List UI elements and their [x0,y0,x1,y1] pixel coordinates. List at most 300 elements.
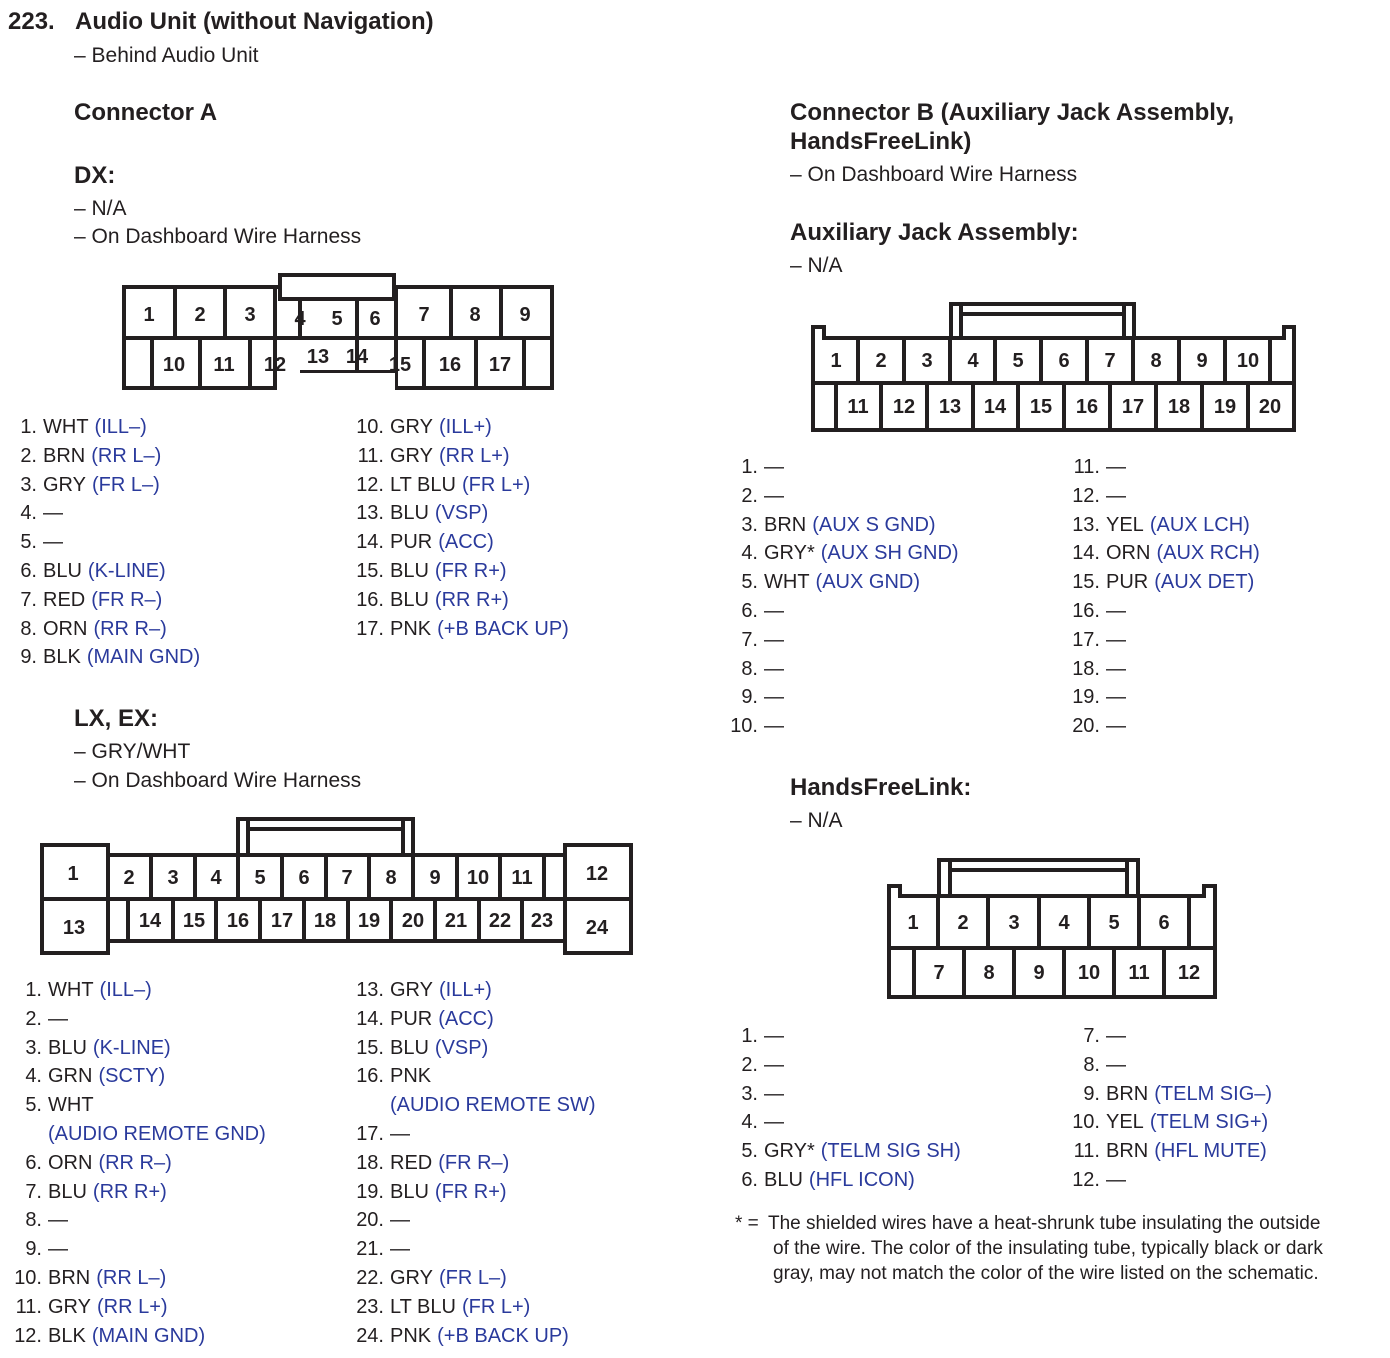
signal-name: (VSP) [434,502,489,525]
signal-name: (AUX S GND) [812,513,936,536]
lxex-label: LX, EX: [74,705,159,732]
wire-color: — [48,1007,68,1030]
aux-cavity-label: 15 [1029,396,1053,418]
aux-pin-list-right [1068,453,1260,741]
pin-number: 5. [741,571,758,594]
pin-number: 1. [741,1025,758,1047]
wire-color: BRN [764,513,807,536]
signal-name: (RR R–) [93,617,167,640]
pin-number: 2. [20,444,37,467]
aux-cavity-label: 5 [1012,350,1024,372]
pin-row [726,1166,961,1195]
lxex-cavity-label: 11 [511,867,533,889]
pin-row [726,1051,961,1080]
pin-row [1068,626,1260,655]
aux-cavity-label: 14 [983,396,1007,418]
aux-cavity-label: 19 [1213,396,1237,418]
wire-color: LT BLU [390,473,456,496]
wire-color: WHT [43,416,89,438]
wire-color: BLU [390,1036,429,1059]
dx-cavity-label: 13 [306,346,330,368]
wire-color: — [1106,715,1126,738]
wire-color: BLU [764,1168,803,1191]
signal-name: (FR L–) [438,1266,507,1289]
pin-row [352,1149,596,1178]
signal-name: (FR R–) [438,1151,510,1174]
wire-color: — [764,1053,784,1076]
pin-number: 6. [741,599,758,622]
pin-number: 7. [741,628,758,651]
pin-row [726,453,959,482]
wire-color: PNK [390,1065,432,1088]
aux-cavity-label: 12 [892,396,916,418]
pin-number [10,1120,42,1149]
pin-row [10,1322,266,1351]
dx-cavity-label: 15 [388,354,412,376]
aux-cavity-label: 9 [1196,350,1208,372]
wire-color: BLU [48,1180,87,1203]
lxex-note: – GRY/WHT [74,740,191,763]
pin-row [352,1034,596,1063]
lxex-cavity-label: 20 [401,910,425,932]
aux-cavity-label: 7 [1104,350,1116,372]
pin-number: 9. [25,1238,42,1261]
pin-row [726,712,959,741]
wire-color: ORN [1106,542,1151,565]
pin-row [1068,683,1260,712]
signal-name: (MAIN GND) [86,646,201,669]
signal-name: (RR R–) [98,1151,172,1174]
pin-number: 4. [20,502,37,525]
hfl-note: – N/A [790,809,843,832]
hfl-cavity-label: 12 [1177,962,1201,984]
pin-number: 12. [14,1324,42,1347]
lxex-cavity-label: 21 [444,910,468,932]
dx-cavity-label: 8 [469,304,481,326]
pin-number: 11. [1073,1140,1100,1163]
wire-color: WHT [48,1094,94,1117]
pin-number: 13. [1072,513,1100,536]
signal-name: (AUX RCH) [1156,542,1260,565]
dx-cavity-label: 4 [294,308,306,330]
signal-name: (MAIN GND) [91,1324,206,1347]
dx-cavity-label: 17 [488,354,512,376]
pin-row [352,1206,596,1235]
lxex-cavity-label: 24 [585,917,609,939]
connector-b-location: – On Dashboard Wire Harness [790,163,1078,186]
pin-row [726,626,959,655]
pin-row [1068,655,1260,684]
location-note: – Behind Audio Unit [74,44,259,67]
pin-number: 10. [356,416,384,438]
pin-number: 1. [25,979,42,1001]
pin-number: 9. [20,646,37,669]
pin-number: 3. [741,1082,758,1105]
lxex-cavity-label: 7 [341,867,353,889]
wire-color: GRY [43,473,86,496]
pin-row [352,1293,596,1322]
lxex-cavity-label: 9 [429,867,441,889]
pin-number: 9. [741,686,758,709]
lxex-cavity-label: 19 [357,910,381,932]
wire-color: — [48,1209,68,1232]
aux-cavity-label: 20 [1258,396,1282,418]
signal-name: (FR R+) [434,559,507,582]
pin-number: 16. [356,1065,384,1088]
pin-row [1068,1051,1272,1080]
lxex-cavity-label: 8 [385,867,397,889]
signal-name: (HFL ICON) [808,1168,915,1191]
wire-color: GRN [48,1065,93,1088]
hfl-cavity-label: 9 [1033,962,1045,984]
pin-number: 4. [25,1065,42,1088]
pin-number: 10. [14,1266,42,1289]
signal-name: (HFL MUTE) [1154,1140,1267,1163]
pin-number: 3. [741,513,758,536]
lxex-cavity-label: 22 [488,910,512,932]
aux-cavity-label: 1 [830,350,842,372]
pin-number: 19. [1072,686,1100,709]
hfl-label: HandsFreeLink: [790,774,972,801]
pin-row [726,482,959,511]
pin-number: 11. [1073,456,1100,478]
pin-row [352,1120,596,1149]
wire-color: — [1106,484,1126,507]
pin-row [352,557,569,586]
lxex-cavity-label: 15 [182,910,206,932]
wire-color: — [1106,599,1126,622]
pin-row [10,1091,266,1120]
wire-color: RED [43,588,86,611]
aux-cavity-label: 4 [967,350,979,372]
signal-name: (AUX SH GND) [820,542,959,565]
pin-row [726,539,959,568]
connector-b-title-cont: HandsFreeLink) [790,128,972,155]
pin-number: 13. [356,979,384,1001]
pin-row [1068,453,1260,482]
signal-name: (AUX DET) [1154,571,1255,594]
pin-number: 15. [356,1036,384,1059]
wire-color: — [764,1111,784,1134]
pin-number: 14. [356,531,384,554]
pin-number: 16. [356,588,384,611]
pin-number: 5. [20,531,37,554]
signal-name: (FR L+) [461,473,531,496]
pin-row [726,1080,961,1109]
aux-pin-list-left [726,453,959,741]
pin-row [726,683,959,712]
pin-row [10,615,200,644]
pin-number: 17. [356,617,384,640]
pin-number: 18. [356,1151,384,1174]
wire-color: — [1106,456,1126,478]
wire-color: BLK [48,1324,86,1347]
pin-number: 11. [15,1295,42,1318]
wire-color: BRN [43,444,86,467]
wire-color: WHT [764,571,810,594]
pin-row [10,557,200,586]
pin-row [352,499,569,528]
wire-color: BLU [390,559,429,582]
aux-cavity-label: 6 [1058,350,1070,372]
wire-color: BLU [390,588,429,611]
wire-color: — [1106,1053,1126,1076]
dx-cavity-label: 2 [194,304,206,326]
wire-color: WHT [48,979,94,1001]
pin-number: 15. [1072,571,1100,594]
pin-row [726,597,959,626]
signal-name: (RR L+) [96,1295,168,1318]
pin-row [352,1264,596,1293]
pin-row [726,1108,961,1137]
signal-name: (ILL+) [438,979,492,1001]
pin-number: 11. [357,444,384,467]
pin-number: 8. [1083,1053,1100,1076]
pin-row [726,655,959,684]
dx-cavity-label: 7 [418,304,430,326]
wire-color: — [48,1238,68,1261]
aux-cavity-label: 2 [875,350,887,372]
signal-name: (TELM SIG–) [1154,1082,1273,1105]
pin-number: 5. [25,1094,42,1117]
wire-color: — [1106,657,1126,680]
wire-color: GRY [390,416,433,438]
lxex-cavity-label: 17 [270,910,294,932]
signal-name: (+B BACK UP) [437,1324,569,1347]
lxex-cavity-label: 3 [167,867,179,889]
lxex-cavity-label: 2 [123,867,135,889]
pin-number: 18. [1072,657,1100,680]
wire-color: RED [390,1151,433,1174]
pin-row [10,1264,266,1293]
pin-row [352,528,569,557]
pin-row [1068,482,1260,511]
pin-row [352,615,569,644]
pin-row [10,442,200,471]
dx-note: – N/A [74,197,127,220]
wire-color: — [764,715,784,738]
pin-number: 20. [356,1209,384,1232]
pin-row [1068,568,1260,597]
lxex-cavity-label: 4 [210,867,222,889]
lxex-cavity-label: 23 [530,910,554,932]
pin-number: 13. [356,502,384,525]
pin-number: 6. [25,1151,42,1174]
signal-name: (ILL–) [99,979,152,1001]
wire-color: BLK [43,646,81,669]
pin-number: 17. [356,1122,384,1145]
pin-row [10,1293,266,1322]
pin-number: 3. [25,1036,42,1059]
signal-name: (RR R+) [92,1180,167,1203]
signal-name: (K-LINE) [87,559,166,582]
signal-name: (ILL–) [94,416,147,438]
lxex-cavity-label: 14 [138,910,162,932]
signal-name: (FR L–) [91,473,160,496]
wire-color: — [1106,1168,1126,1191]
pin-number: 7. [20,588,37,611]
wire-color: BRN [48,1266,91,1289]
pin-number: 4. [741,542,758,565]
aux-cavity-label: 13 [938,396,962,418]
dx-cavity-label: 5 [331,308,343,330]
lxex-cavity-label: 10 [466,867,490,889]
aux-cavity-label: 17 [1121,396,1145,418]
wire-color: PUR [1106,571,1149,594]
dx-pin-list-right [352,413,569,643]
wire-color: — [764,1025,784,1047]
signal-name: (K-LINE) [92,1036,171,1059]
wire-color: BLU [390,502,429,525]
aux-cavity-label: 8 [1150,350,1162,372]
signal-name: (RR L–) [91,444,162,467]
signal-name: (AUDIO REMOTE GND) [48,1122,266,1145]
pin-number: 20. [1072,715,1100,738]
pin-row [10,1178,266,1207]
connector-a-title: Connector A [74,99,218,126]
wire-color: GRY [390,1266,433,1289]
pin-number: 14. [1072,542,1100,565]
wire-color: — [1106,628,1126,651]
wire-color: — [1106,1025,1126,1047]
wire-color: — [1106,686,1126,709]
pin-row [10,586,200,615]
aux-label: Auxiliary Jack Assembly: [790,219,1079,246]
aux-note: – N/A [790,254,843,277]
pin-row [10,1206,266,1235]
wire-color: ORN [43,617,88,640]
signal-name: (+B BACK UP) [437,617,569,640]
footnote-marker: * = [735,1213,759,1234]
signal-name: (RR L–) [96,1266,167,1289]
dx-cavity-label: 6 [369,308,381,330]
aux-cavity-label: 10 [1236,350,1260,372]
hfl-pin-list-left [726,1022,961,1195]
wire-color: PUR [390,531,433,554]
pin-row [726,1022,961,1051]
lxex-cavity-label: 5 [254,867,266,889]
lxex-cavity-label: 1 [67,863,79,885]
pin-row [10,471,200,500]
pin-number: 22. [356,1266,384,1289]
dx-cavity-label: 12 [263,354,287,376]
hfl-cavity-label: 4 [1058,912,1070,934]
signal-name: (AUDIO REMOTE SW) [390,1094,596,1117]
pin-row [1068,1080,1272,1109]
lxex-note: – On Dashboard Wire Harness [74,769,362,792]
hfl-cavity-label: 11 [1128,962,1150,984]
signal-name: (ACC) [438,1007,494,1030]
lxex-pin-list-right [352,976,596,1350]
pin-row [1068,539,1260,568]
pin-number: 17. [1072,628,1100,651]
wire-color: YEL [1106,1111,1144,1134]
pin-number: 6. [741,1168,758,1191]
pin-number: 12. [356,473,384,496]
pin-number: 23. [356,1295,384,1318]
aux-connector-diagram [808,300,1300,434]
pin-number: 6. [20,559,37,582]
wire-color: BLU [43,559,82,582]
wire-color: BRN [1106,1082,1149,1105]
pin-number: 21. [356,1238,384,1261]
signal-name: (TELM SIG SH) [820,1140,961,1163]
wire-color: — [390,1209,410,1232]
page-title: Audio Unit (without Navigation) [75,8,434,35]
hfl-pin-list-right [1068,1022,1272,1195]
wire-color: GRY [48,1295,91,1318]
wire-color: — [764,599,784,622]
pin-number: 9. [1083,1082,1100,1105]
pin-row [352,1235,596,1264]
dx-cavity-label: 1 [143,304,155,326]
pin-number: 24. [356,1324,384,1347]
wire-color: BLU [48,1036,87,1059]
pin-number: 14. [356,1007,384,1030]
pin-number: 12. [1072,1168,1100,1191]
lxex-pin-list-left [10,976,266,1350]
pin-row [352,442,569,471]
pin-number: 7. [25,1180,42,1203]
section-number: 223. [8,8,55,35]
pin-row [352,1005,596,1034]
signal-name: (FR R+) [434,1180,507,1203]
pin-row [10,1005,266,1034]
signal-name: (RR R+) [434,588,509,611]
wire-color: — [764,1082,784,1105]
wire-color: — [390,1122,410,1145]
aux-cavity-label: 3 [921,350,933,372]
wire-color: — [390,1238,410,1261]
hfl-cavity-label: 5 [1108,912,1120,934]
pin-row [1068,1022,1272,1051]
wire-color: BLU [390,1180,429,1203]
pin-row [726,511,959,540]
dx-cavity-label: 3 [244,304,256,326]
pin-row [352,413,569,442]
pin-row [352,586,569,615]
signal-name: (TELM SIG+) [1149,1111,1269,1134]
signal-name: (AUX GND) [815,571,920,594]
pin-row [1068,511,1260,540]
pin-number: 12. [1072,484,1100,507]
pin-number: 1. [741,456,758,478]
pin-row [352,1178,596,1207]
pin-number: 16. [1072,599,1100,622]
pin-row [726,1137,961,1166]
pin-row [1068,1166,1272,1195]
wire-color: — [764,657,784,680]
signal-name: (FR L+) [461,1295,531,1318]
pin-number: 5. [741,1140,758,1163]
pin-row [352,1322,596,1351]
pin-row [352,976,596,1005]
pin-row [10,1062,266,1091]
pin-row [10,1120,266,1149]
pin-row [10,528,200,557]
aux-cavity-label: 11 [847,396,869,418]
footnote-text: The shielded wires have a heat-shrunk tube insulating the outside [768,1213,1321,1234]
pin-number: 7. [1083,1025,1100,1047]
hfl-cavity-label: 2 [957,912,969,934]
pin-row [1068,1137,1272,1166]
pin-row [10,1034,266,1063]
wire-color: — [764,456,784,478]
dx-cavity-label: 14 [345,346,369,368]
wire-color: — [43,502,63,525]
lxex-cavity-label: 16 [226,910,250,932]
pin-number: 2. [741,484,758,507]
